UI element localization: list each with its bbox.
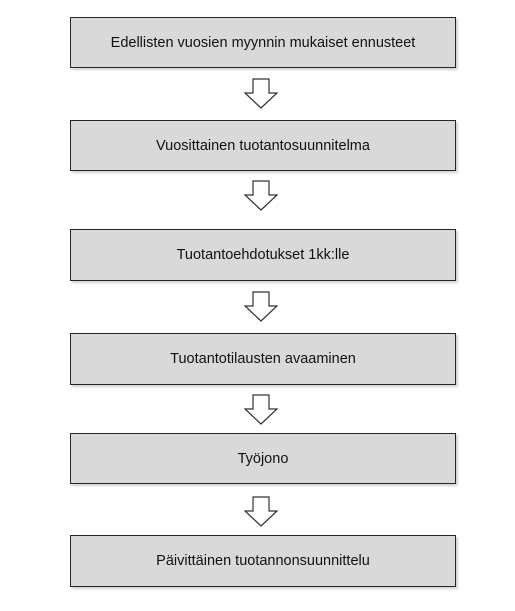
down-arrow-icon [244, 394, 278, 426]
flow-step-label: Päivittäinen tuotannonsuunnittelu [156, 553, 370, 569]
flow-step-label: Edellisten vuosien myynnin mukaiset ennusteet [110, 34, 416, 51]
flow-step-monthly-production-proposals [70, 229, 456, 281]
flow-step-daily-production-planning [70, 535, 456, 587]
down-arrow-icon [244, 78, 278, 110]
down-arrow-icon [244, 180, 278, 212]
down-arrow-icon [244, 291, 278, 323]
flow-step-opening-production-orders [70, 333, 456, 385]
flow-step-label: Tuotantotilausten avaaminen [170, 351, 356, 367]
flow-step-annual-production-plan [70, 120, 456, 171]
flow-step-sales-forecasts [70, 17, 456, 68]
flow-step-work-queue [70, 433, 456, 484]
flow-step-label: Vuosittainen tuotantosuunnitelma [156, 137, 370, 154]
down-arrow-icon [244, 496, 278, 528]
flow-step-label: Työjono [237, 450, 289, 467]
flow-step-label: Tuotantoehdotukset 1kk:lle [176, 247, 350, 263]
